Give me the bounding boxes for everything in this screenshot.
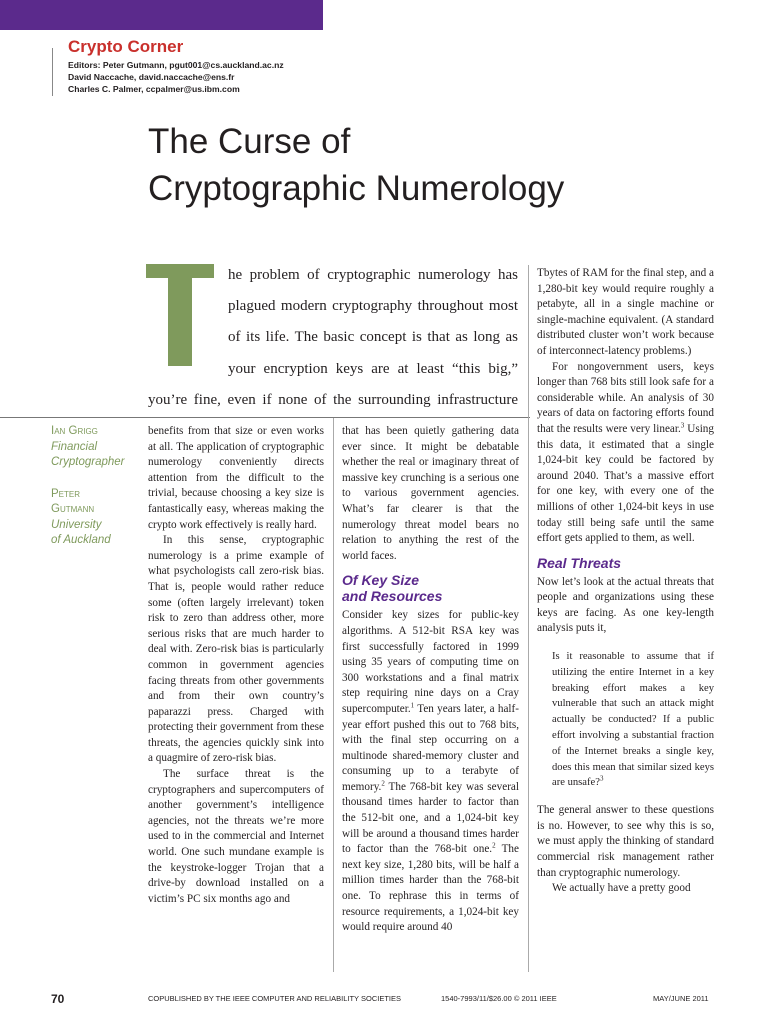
lead-line: plagued modern cryptography throughout most: [228, 298, 518, 314]
publisher-line: COPUBLISHED BY THE IEEE COMPUTER AND RELIABILITY SOCIETIES: [148, 994, 401, 1003]
editor-line: Editors: Peter Gutmann, pgut001@cs.auckland.ac.nz: [68, 60, 284, 70]
drop-cap-letter: [146, 264, 214, 366]
author-affiliation: Cryptographer: [51, 456, 125, 468]
body-column-1: [148, 424, 324, 907]
issn-line: 1540-7993/11/$26.00 © 2011 IEEE: [441, 994, 557, 1003]
footnote-ref: 2: [381, 779, 385, 788]
lead-line: your encryption keys are at least “this big,”: [228, 361, 518, 377]
section-rule: [0, 417, 530, 418]
author-affiliation: University: [51, 518, 102, 531]
section-heading: Real Threats: [537, 554, 622, 571]
section-heading: Of Key Size and Resources: [342, 572, 443, 605]
article-title: [148, 118, 564, 212]
title-line: The Curse of: [148, 122, 351, 161]
lead-line: you’re fine, even if none of the surrounding infrastructure: [148, 392, 518, 408]
column-rule: [528, 265, 529, 972]
author-sidebar: [51, 424, 141, 549]
author-name: Ian Grigg: [51, 425, 98, 437]
author-affiliation: of Auckland: [51, 534, 111, 546]
paragraph: Consider key sizes for public-key algorithms. A 512-bit RSA key was first successfully factored in 1999 using 35 years of computing time on 300 workstations and a final matrix step requiring nine days on a Cray supercomputer.$^1$ Ten years later, a half-year effort pushed this out to 768 bits, with the final step occurring on a multinode shared-memory cluster and consuming up to a terabyte of memory.$^2$ The 768-bit key was several thousand times harder to factor than the 512-bit one, and a 1,024-bit key will be around a thousand times harder to factor than the 768-bit one.$^2$ The next key size, 1,280 bits, will be half a million times harder than the 768-bit one. To rephrase this in terms of resource requirements, a 1,024-bit key would require around 40: [342, 609, 519, 934]
paragraph: Now let’s look at the actual threats that people and organizations using these keys are facing. As one key-length analysis puts it,: [537, 575, 714, 635]
paragraph: that has been quietly gathering data ever since. It might be debatable whether the real or imaginary threat of massive key crunching is a serious one to various government agencies. What’s far clearer is that the numerology threat model bears no relation to anything the rest of the world faces.: [342, 425, 519, 562]
header-divider: [52, 48, 53, 96]
paragraph: benefits from that size or even works at all. The application of cryptographic numerology conveniently directs attention from the difficult to the trivial, because choosing a key size is fantastically easy, whereas making the crypto work effectively is really hard.: [148, 425, 324, 531]
title-line: Cryptographic Numerology: [148, 169, 565, 208]
drop-cap-stem: [168, 264, 192, 366]
paragraph: The general answer to these questions is no. However, to see why this is so, we must apply the thinking of standard commercial risk management rather than cryptographic numerology.: [537, 804, 714, 879]
footnote-ref: 3: [599, 774, 604, 783]
paragraph: Tbytes of RAM for the final step, and a 1,280-bit key would require roughly a petabyte, all in a single machine or single-machine equivalent. (A standard distributed cluster won’t work because of interconnect-latency problems.): [537, 267, 714, 357]
lead-line: he problem of cryptographic numerology has: [228, 267, 518, 283]
page-number: 70: [51, 992, 65, 1006]
body-column-2: [342, 424, 519, 936]
editors-block: [68, 59, 284, 95]
header-color-bar: [0, 0, 323, 30]
editor-line: David Naccache, david.naccache@ens.fr: [68, 72, 235, 82]
body-column-3: [537, 266, 714, 897]
paragraph: For nongovernment users, keys longer than 768 bits still look safe for a considerable while. An analysis of 30 years of data on factoring efforts found that the results were very linear.$^3$ Using this data, it estimated that a single 1,024-bit key could be factored by around 2040. That’s a massive effort for one key, with every one of the millions of other 1,024-bit keys in use today still being safe until the same effort gets applied to them, as well.: [537, 360, 714, 545]
footnote-ref: 1: [410, 701, 415, 710]
paragraph: We actually have a pretty good: [552, 882, 691, 895]
editor-line: Charles C. Palmer, ccpalmer@us.ibm.com: [68, 84, 240, 94]
block-quote: Is it reasonable to assume that if utilizing the entire Internet in a key breaking effort makes a key vulnerable that such an attack might actually be conducted? If a public effort involving a substantial fraction of the Internet breaks a single key, does this mean that similar sized keys are unsafe?$^3$: [552, 651, 714, 789]
department-title: Crypto Corner: [68, 37, 184, 56]
footnote-ref: 3: [680, 421, 685, 430]
lead-line: of its life. The basic concept is that as long as: [228, 329, 518, 345]
column-rule: [333, 418, 334, 972]
issue-date: MAY/JUNE 2011: [653, 994, 709, 1003]
paragraph: The surface threat is the cryptographers and supercomputers of another government’s intelligence agencies, not the threats we’re more used to in the commercial and Internet world. One such mundane example is the keystroke-logger Trojan that a drive-by download installed on a victim’s PC six months ago and: [148, 768, 324, 905]
paragraph: In this sense, cryptographic numerology is a prime example of what psychologists call zero-risk bias. That is, people would rather reduce some (often largely irrelevant) token risk to zero than address other, more serious risks that are much harder to deal with. Zero-risk bias is particularly common in government agencies facing threats from other governments and from their own country’s paparazzi press. Charged with protecting their government from these threats, the agencies quickly sink into a quagmire of zero-risk bias.: [148, 534, 324, 765]
author-name: Gutmann: [51, 503, 95, 515]
page-footer: [0, 994, 768, 1008]
footnote-ref: 2: [492, 841, 496, 850]
author-name: Peter: [51, 487, 81, 500]
author-affiliation: Financial: [51, 440, 98, 453]
